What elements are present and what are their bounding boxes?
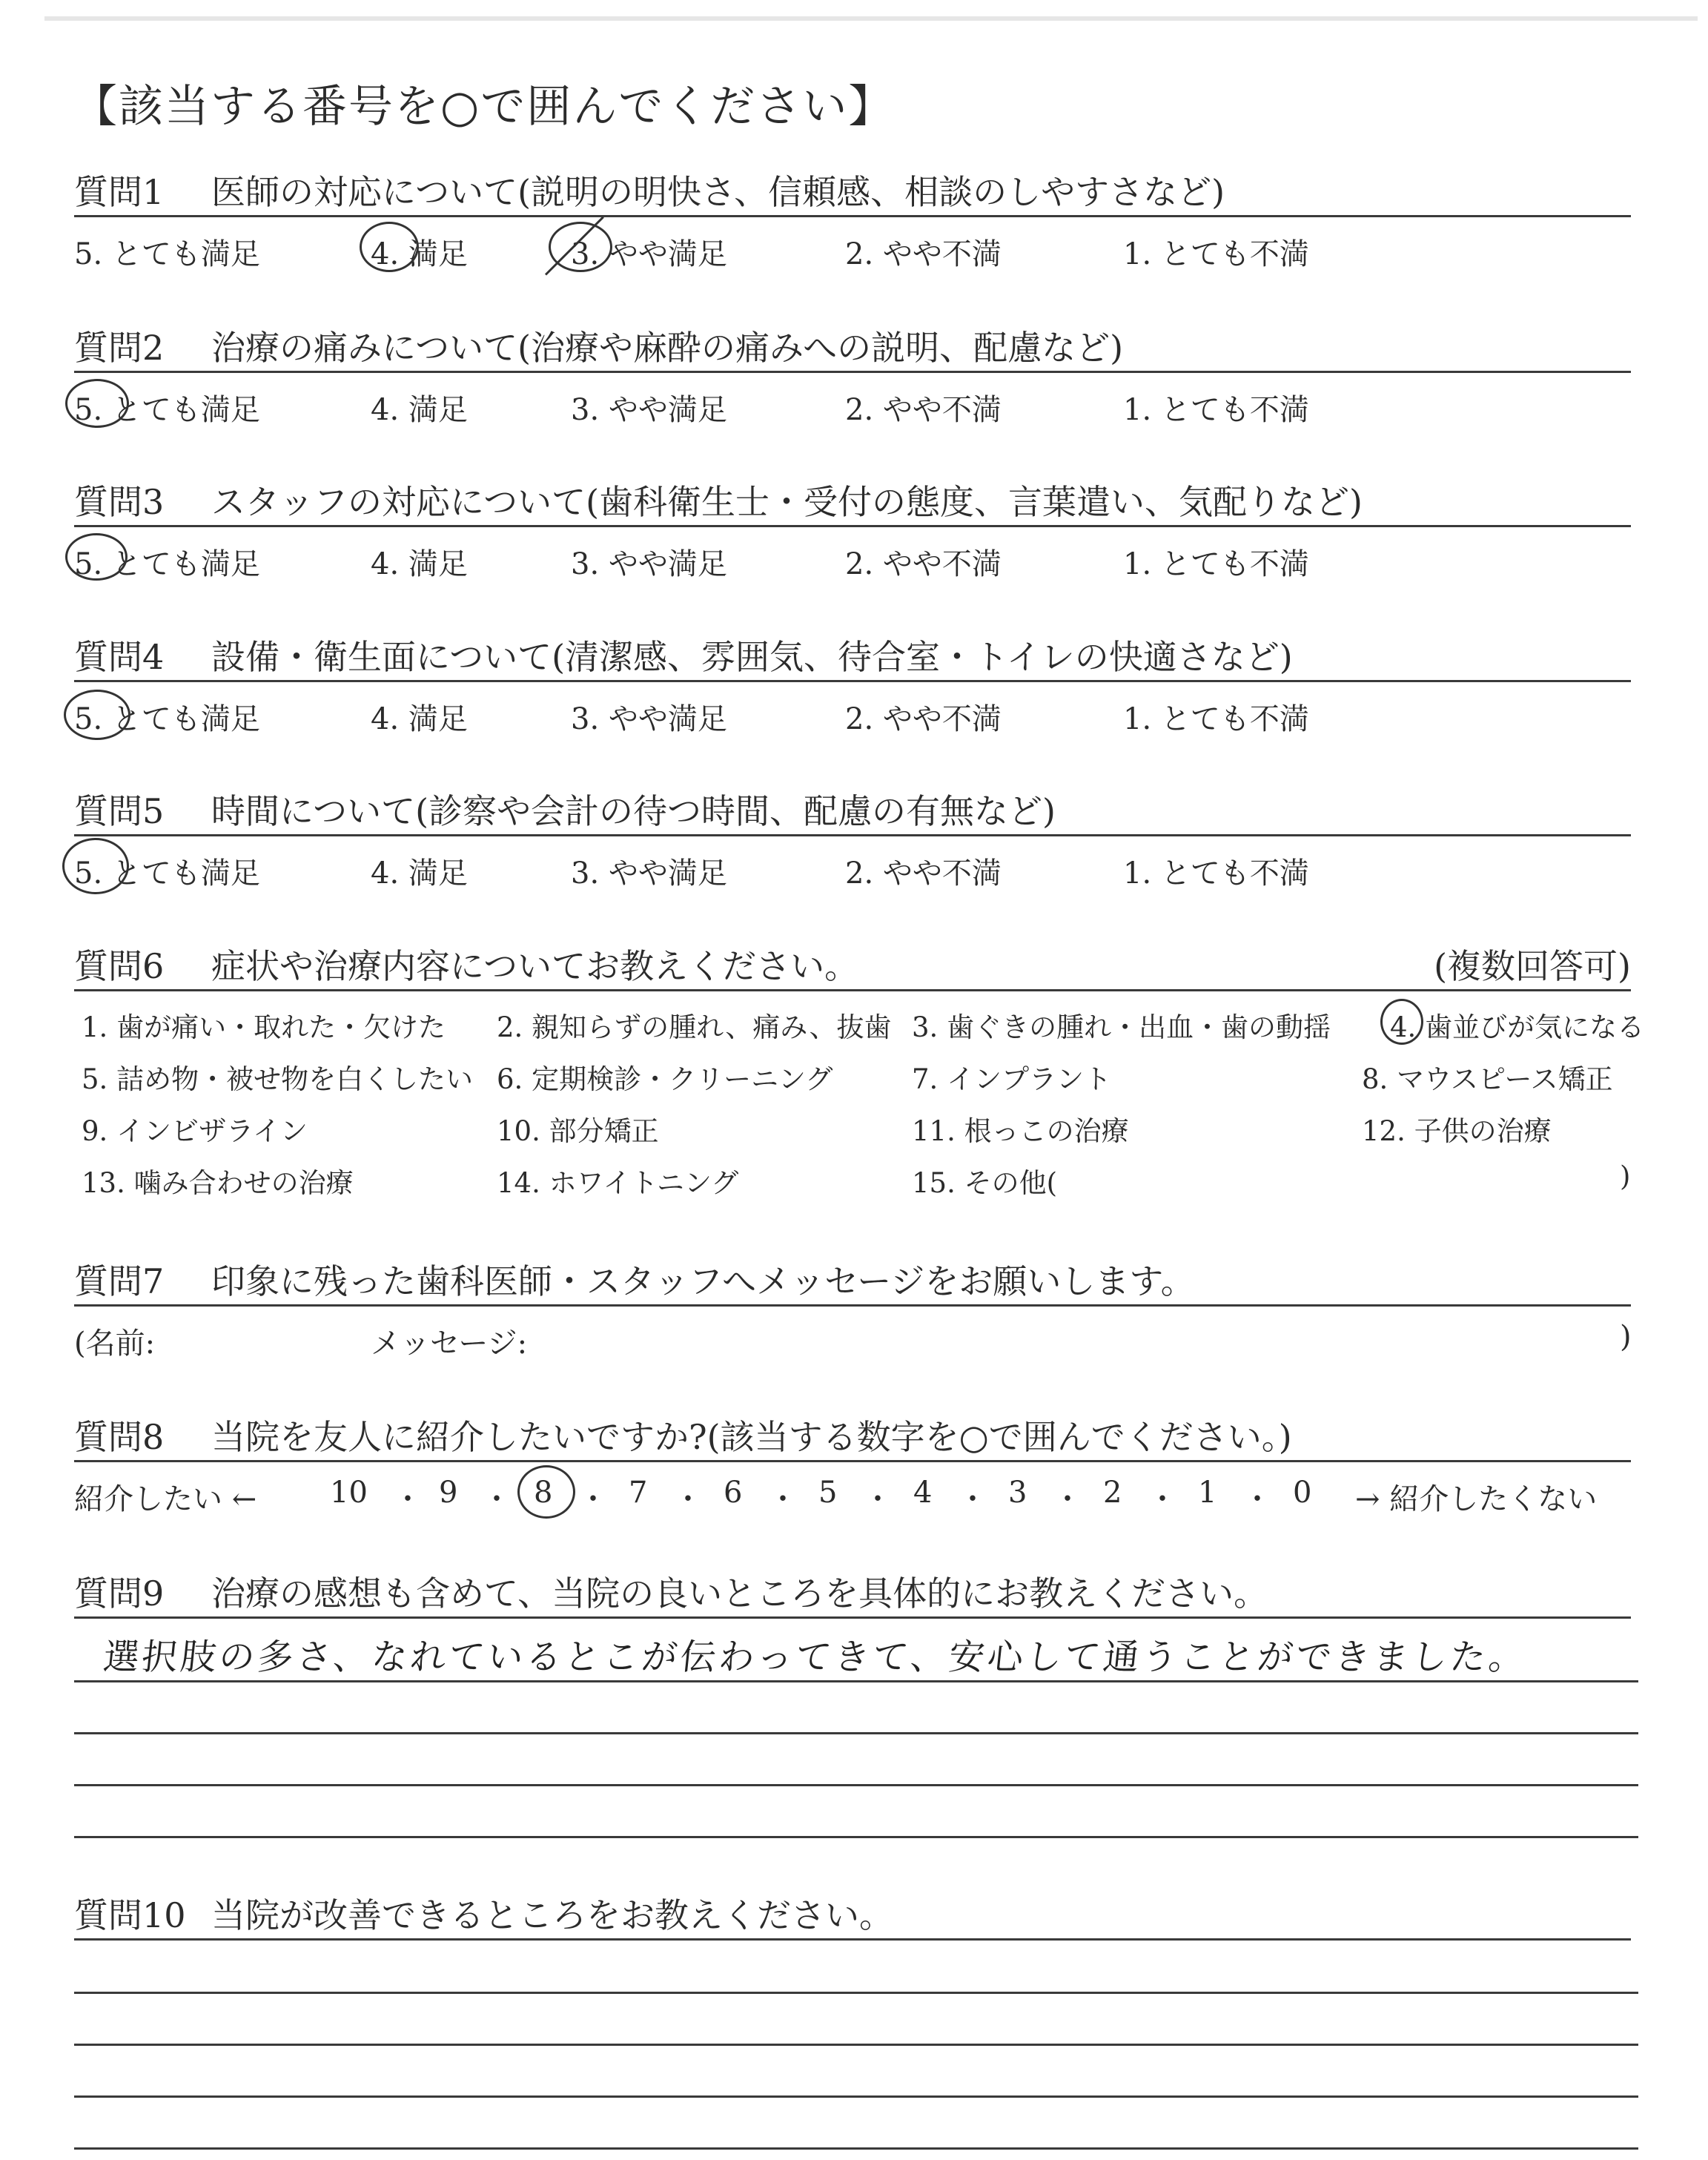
answer-line <box>74 1680 1638 1682</box>
treatment-options <box>74 991 1645 1214</box>
circle-mark <box>360 222 419 272</box>
scale-10[interactable]: 10 <box>330 1476 368 1510</box>
question-number: 質問7 <box>74 1261 165 1301</box>
answer-line <box>74 1784 1638 1786</box>
question-number: 質問4 <box>74 637 165 677</box>
option-1[interactable]: 1. とても不満 <box>1123 393 1309 427</box>
question-7-title <box>74 1258 1631 1307</box>
scale-8[interactable]: 8 <box>534 1476 553 1510</box>
option-5[interactable]: 5. とても満足 <box>74 702 260 736</box>
question-8 <box>74 1414 1631 1514</box>
treatment-option[interactable]: 7. インプラント <box>912 1063 1112 1095</box>
treatment-option-other[interactable]: 15. その他( <box>912 1167 1058 1199</box>
option-3[interactable]: 3. やや満足 <box>571 393 727 427</box>
scale-1[interactable]: 1 <box>1198 1476 1217 1510</box>
option-2[interactable]: 2. やや不満 <box>845 393 1002 427</box>
question-10-title <box>74 1892 1631 1941</box>
scale-9[interactable]: 9 <box>439 1476 458 1510</box>
treatment-option[interactable]: 10. 部分矯正 <box>497 1115 659 1147</box>
answer-line <box>74 1992 1638 1994</box>
answer-line <box>74 2044 1638 2046</box>
treatment-option[interactable]: 12. 子供の治療 <box>1362 1115 1552 1147</box>
scale-dot: ・ <box>1053 1482 1082 1516</box>
scale-2[interactable]: 2 <box>1103 1476 1122 1510</box>
question-3-title <box>74 479 1631 527</box>
question-3 <box>74 479 1631 579</box>
question-2-title <box>74 325 1631 373</box>
treatment-option[interactable]: 3. 歯ぐきの腫れ・出血・歯の動揺 <box>912 1011 1331 1043</box>
question-6 <box>74 943 1645 1214</box>
scale-7[interactable]: 7 <box>629 1476 648 1510</box>
message-close-paren: ) <box>1620 1320 1632 1354</box>
treatment-option[interactable]: 8. マウスピース矯正 <box>1362 1063 1613 1095</box>
scale-0[interactable]: 0 <box>1293 1476 1312 1510</box>
option-5[interactable]: 5. とても満足 <box>74 856 260 891</box>
question-10 <box>74 1892 1631 1941</box>
question-5 <box>74 788 1631 891</box>
option-1[interactable]: 1. とても不満 <box>1123 856 1309 891</box>
scale-6[interactable]: 6 <box>724 1476 743 1510</box>
option-4[interactable]: 4. 満足 <box>371 547 468 581</box>
question-2 <box>74 325 1631 425</box>
question-text: 当院を友人に紹介したいですか?(該当する数字を○で囲んでください。) <box>211 1417 1292 1457</box>
question-text: 症状や治療内容についてお教えください。 <box>211 946 859 986</box>
name-label: (名前: <box>74 1327 156 1361</box>
scale-right-label: → 紹介したくない <box>1355 1482 1598 1516</box>
answer-line <box>74 1732 1638 1734</box>
answer-line <box>74 1836 1638 1838</box>
message-label[interactable]: メッセージ: <box>371 1327 528 1361</box>
treatment-option[interactable]: 14. ホワイトニング <box>497 1167 739 1199</box>
treatment-option[interactable]: 9. インビザライン <box>82 1115 308 1147</box>
message-fields <box>74 1307 1632 1361</box>
question-number: 質問3 <box>74 482 165 522</box>
handwritten-answer[interactable]: 選択肢の多さ、なれているとこが伝わってきて、安心して通うことができました。 <box>101 1636 1530 1678</box>
rating-options <box>74 373 1631 425</box>
treatment-option[interactable]: 2. 親知らずの腫れ、痛み、抜歯 <box>497 1011 892 1043</box>
question-text: スタッフの対応について(歯科衛生士・受付の態度、言葉遣い、気配りなど) <box>211 482 1363 522</box>
question-1-title <box>74 169 1631 217</box>
circle-mark <box>517 1465 575 1519</box>
scale-left-label: 紹介したい ← <box>74 1482 257 1516</box>
scale-5[interactable]: 5 <box>818 1476 838 1510</box>
circle-mark <box>1380 999 1423 1045</box>
rating-options <box>74 217 1631 269</box>
treatment-option[interactable]: 5. 詰め物・被せ物を白くしたい <box>82 1063 474 1095</box>
question-number: 質問5 <box>74 791 165 831</box>
option-2[interactable]: 2. やや不満 <box>845 547 1002 581</box>
option-4[interactable]: 4. 満足 <box>371 702 468 736</box>
question-number: 質問8 <box>74 1417 165 1457</box>
question-text: 治療の痛みについて(治療や麻酔の痛みへの説明、配慮など) <box>211 328 1124 368</box>
option-1[interactable]: 1. とても不満 <box>1123 702 1309 736</box>
option-5[interactable]: 5. とても満足 <box>74 237 260 271</box>
multiple-answer-note: (複数回答可) <box>1434 946 1631 986</box>
option-2[interactable]: 2. やや不満 <box>845 702 1002 736</box>
option-4[interactable]: 4. 満足 <box>371 393 468 427</box>
question-number: 質問1 <box>74 172 165 212</box>
question-7 <box>74 1258 1632 1361</box>
question-6-title <box>74 943 1631 991</box>
option-5[interactable]: 5. とても満足 <box>74 393 260 427</box>
treatment-option[interactable]: 11. 根っこの治療 <box>912 1115 1129 1147</box>
question-number: 質問2 <box>74 328 165 368</box>
scale-dot: ・ <box>863 1482 893 1516</box>
scale-dot: ・ <box>578 1482 608 1516</box>
scale-dot: ・ <box>482 1482 512 1516</box>
circle-mark <box>64 690 130 740</box>
treatment-option[interactable]: 1. 歯が痛い・取れた・欠けた <box>82 1011 446 1043</box>
question-text: 当院が改善できるところをお教えください。 <box>211 1895 893 1935</box>
question-text: 設備・衛生面について(清潔感、雰囲気、待合室・トイレの快適さなど) <box>211 637 1293 677</box>
circle-mark <box>65 379 129 428</box>
answer-line <box>74 2095 1638 2098</box>
treatment-option[interactable]: 13. 噛み合わせの治療 <box>82 1167 354 1199</box>
question-number: 質問9 <box>74 1573 165 1614</box>
question-text: 印象に残った歯科医師・スタッフへメッセージをお願いします。 <box>211 1261 1195 1301</box>
option-5[interactable]: 5. とても満足 <box>74 547 260 581</box>
question-text: 時間について(診察や会計の待つ時間、配慮の有無など) <box>211 791 1056 831</box>
question-number: 質問6 <box>74 946 165 986</box>
question-1 <box>74 169 1631 269</box>
other-close-paren: ) <box>1620 1160 1631 1192</box>
answer-line <box>74 2147 1638 2150</box>
option-4[interactable]: 4. 満足 <box>371 856 468 891</box>
option-3[interactable]: 3. やや満足 <box>571 547 727 581</box>
scale-dot: ・ <box>393 1482 423 1516</box>
question-text: 医師の対応について(説明の明快さ、信頼感、相談のしやすさなど) <box>211 172 1225 212</box>
question-number: 質問10 <box>74 1895 186 1935</box>
question-text: 治療の感想も含めて、当院の良いところを具体的にお教えください。 <box>211 1573 1268 1614</box>
treatment-option[interactable]: 4. 歯並びが気になる <box>1390 1011 1645 1043</box>
question-4 <box>74 634 1631 734</box>
scale-dot: ・ <box>1242 1482 1272 1516</box>
question-4-title <box>74 634 1631 682</box>
recommend-scale <box>74 1462 1631 1514</box>
option-2[interactable]: 2. やや不満 <box>845 237 1002 271</box>
option-3[interactable]: 3. やや満足 <box>571 702 727 736</box>
option-3[interactable]: 3. やや満足 <box>571 237 727 271</box>
question-8-title <box>74 1414 1631 1462</box>
option-1[interactable]: 1. とても不満 <box>1123 237 1309 271</box>
circle-mark <box>549 222 612 272</box>
question-9-title <box>74 1571 1631 1619</box>
treatment-option[interactable]: 6. 定期検診・クリーニング <box>497 1063 833 1095</box>
page-header: 【該当する番号を○で囲んでください】 <box>73 81 895 133</box>
scale-dot: ・ <box>673 1482 703 1516</box>
question-9 <box>74 1571 1631 1619</box>
scale-3[interactable]: 3 <box>1008 1476 1027 1510</box>
rating-options <box>74 682 1631 734</box>
scale-4[interactable]: 4 <box>913 1476 933 1510</box>
option-4[interactable]: 4. 満足 <box>371 237 468 271</box>
option-2[interactable]: 2. やや不満 <box>845 856 1002 891</box>
option-1[interactable]: 1. とても不満 <box>1123 547 1309 581</box>
scale-dot: ・ <box>1148 1482 1177 1516</box>
scan-top-edge <box>44 16 1698 21</box>
scale-dot: ・ <box>958 1482 987 1516</box>
circle-mark <box>65 533 128 581</box>
circle-mark <box>62 838 129 894</box>
question-5-title <box>74 788 1631 836</box>
scale-dot: ・ <box>768 1482 798 1516</box>
rating-options <box>74 527 1631 579</box>
rating-options <box>74 836 1631 891</box>
option-3[interactable]: 3. やや満足 <box>571 856 727 891</box>
